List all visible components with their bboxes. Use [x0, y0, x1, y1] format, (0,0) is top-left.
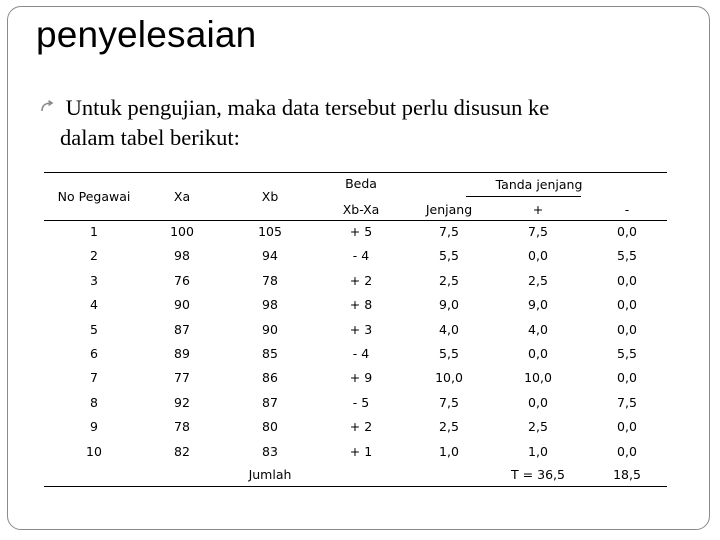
cell-minus: 7,5	[617, 394, 637, 410]
cell-beda: + 2	[349, 272, 373, 288]
cell-minus: 0,0	[617, 419, 637, 435]
slide-title: penyelesaian	[36, 14, 257, 55]
cell-xa: 100	[170, 224, 194, 239]
cell-jenjang: 5,5	[439, 248, 459, 264]
cell-plus: 7,5	[528, 224, 548, 239]
cell-plus: 0,0	[528, 394, 548, 410]
header-beda-sub: Xb-Xa	[342, 202, 380, 217]
bullet-line-2: dalam tabel berikut:	[60, 125, 240, 150]
cell-no-pegawai: 9	[90, 419, 98, 435]
cell-xb: 83	[262, 443, 278, 459]
cell-plus: 2,5	[528, 272, 548, 288]
cell-xb: 90	[262, 321, 278, 337]
cell-xa: 90	[174, 297, 190, 313]
cell-no-pegawai: 5	[90, 321, 98, 337]
header-xa: Xa	[173, 189, 191, 204]
cell-plus: 4,0	[528, 321, 548, 337]
cell-minus: 0,0	[617, 297, 637, 313]
cell-plus: 0,0	[528, 248, 548, 264]
cell-minus: 0,0	[617, 370, 637, 386]
header-xb: Xb	[261, 189, 279, 204]
cell-xb: 86	[262, 370, 278, 386]
cell-xa: 87	[174, 321, 190, 337]
cell-jenjang: 7,5	[439, 224, 459, 239]
cell-no-pegawai: 7	[90, 370, 98, 386]
cell-xb: 105	[258, 224, 282, 239]
cell-beda: + 1	[349, 443, 373, 459]
cell-xa: 77	[174, 370, 190, 386]
table-bottom-rule	[44, 486, 667, 487]
header-jenjang: Jenjang	[425, 202, 473, 217]
cell-xb: 94	[262, 248, 278, 264]
cell-jenjang: 1,0	[439, 443, 459, 459]
footer-plus-total: T = 36,5	[511, 467, 565, 482]
footer-jumlah-label: Jumlah	[248, 467, 292, 482]
cell-xa: 98	[174, 248, 190, 264]
cell-xb: 78	[262, 272, 278, 288]
cell-xb: 80	[262, 419, 278, 435]
cell-beda: + 2	[349, 419, 373, 435]
cell-minus: 5,5	[617, 346, 637, 361]
cell-plus: 0,0	[528, 346, 548, 361]
cell-jenjang: 4,0	[439, 321, 459, 337]
header-tanda-jenjang: Tanda jenjang	[495, 177, 583, 192]
cell-jenjang: 7,5	[439, 394, 459, 410]
header-no-pegawai: No Pegawai	[57, 189, 131, 204]
cell-plus: 2,5	[528, 419, 548, 435]
cell-jenjang: 9,0	[439, 297, 459, 313]
cell-minus: 0,0	[617, 224, 637, 239]
cell-minus: 0,0	[617, 321, 637, 337]
cell-plus: 1,0	[528, 443, 548, 459]
cell-jenjang: 2,5	[439, 272, 459, 288]
cell-minus: 0,0	[617, 443, 637, 459]
cell-no-pegawai: 4	[90, 297, 98, 313]
cell-beda: + 5	[349, 224, 373, 239]
cell-xb: 85	[262, 346, 278, 361]
cell-plus: 9,0	[528, 297, 548, 313]
cell-xb: 87	[262, 394, 278, 410]
cell-plus: 10,0	[524, 370, 552, 386]
cell-jenjang: 10,0	[435, 370, 463, 386]
cell-minus: 0,0	[617, 272, 637, 288]
cell-no-pegawai: 3	[90, 272, 98, 288]
cell-no-pegawai: 6	[90, 346, 98, 361]
cell-beda: + 9	[349, 370, 373, 386]
cell-beda: + 8	[349, 297, 373, 313]
cell-jenjang: 2,5	[439, 419, 459, 435]
cell-no-pegawai: 1	[90, 224, 98, 239]
cell-xa: 89	[174, 346, 190, 361]
header-minus: -	[624, 202, 630, 217]
table-top-rule	[44, 172, 667, 173]
bullet-line-1: Untuk pengujian, maka data tersebut perlu disusun ke	[65, 95, 550, 120]
header-beda: Beda	[345, 176, 377, 191]
cell-beda: - 5	[352, 394, 370, 410]
cell-xa: 76	[174, 272, 190, 288]
cell-xa: 78	[174, 419, 190, 435]
cell-minus: 5,5	[617, 248, 637, 264]
cell-no-pegawai: 8	[90, 394, 98, 410]
header-bottom-rule	[44, 220, 667, 221]
footer-minus-total: 18,5	[613, 467, 641, 482]
cell-beda: - 4	[352, 248, 370, 264]
cell-no-pegawai: 10	[86, 443, 102, 459]
cell-beda: - 4	[352, 346, 370, 361]
header-plus: +	[532, 202, 544, 217]
cell-xb: 98	[262, 297, 278, 313]
cell-jenjang: 5,5	[439, 346, 459, 361]
cell-beda: + 3	[349, 321, 373, 337]
cell-no-pegawai: 2	[90, 248, 98, 264]
tanda-jenjang-rule	[466, 196, 581, 197]
cell-xa: 82	[174, 443, 190, 459]
cell-xa: 92	[174, 394, 190, 410]
